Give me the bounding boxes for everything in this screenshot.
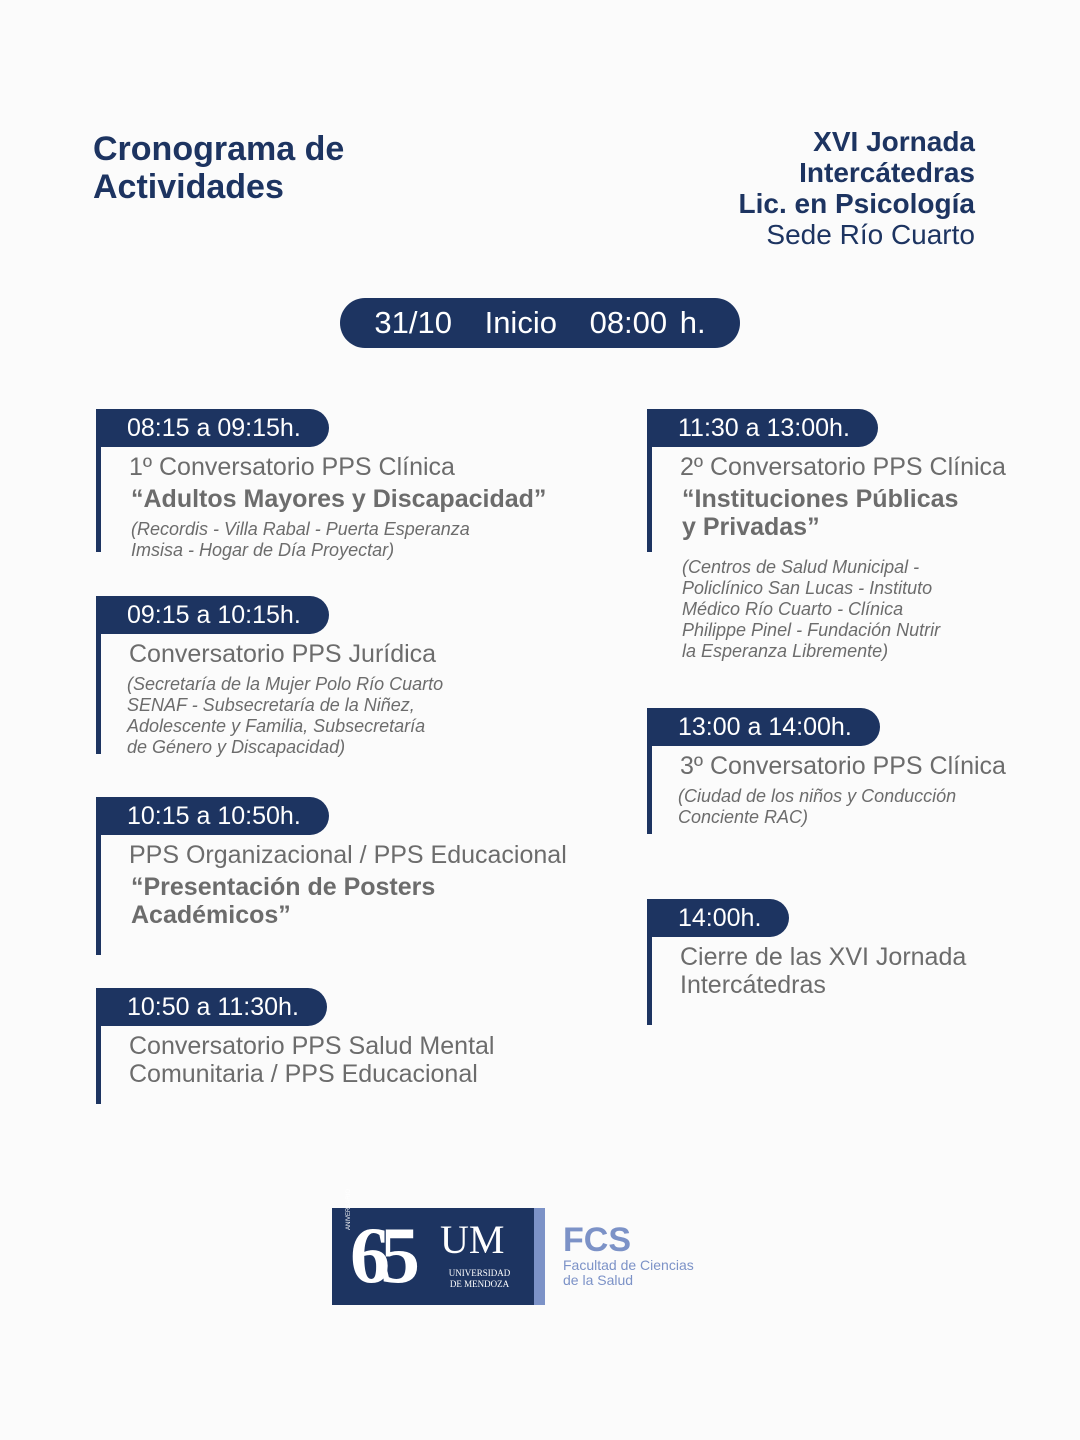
slot-detail: (Centros de Salud Municipal - Policlínico San Lucas - Instituto Médico Río Cuarto - Clínica Philippe Pinel - Fundación Nutrir la Esperanza Libremente) (682, 557, 941, 661)
event-name: XVI Jornada (813, 126, 975, 157)
schedule-slot (96, 596, 621, 757)
event-venue: Sede Río Cuarto (766, 219, 975, 250)
logo-divider (534, 1208, 545, 1305)
slot-detail: (Recordis - Villa Rabal - Puerta Esperanza Imsisa - Hogar de Día Proyectar) (131, 519, 470, 560)
schedule-slot (96, 797, 621, 955)
event-name: Intercátedras (799, 157, 975, 188)
slot-time: 09:15 a 10:15h. (101, 596, 329, 634)
start-label: Inicio (484, 305, 557, 340)
event-program: Lic. en Psicología (738, 188, 975, 219)
slot-highlight: “Instituciones Públicas y Privadas” (682, 485, 959, 541)
anniversary-label: ANIVERSARIO (346, 1188, 352, 1230)
slot-highlight: “Adultos Mayores y Discapacidad” (131, 485, 547, 513)
start-time: 08:00 h. (589, 305, 706, 340)
faculty-abbreviation: FCS (563, 1221, 631, 1259)
faculty-logo (563, 1208, 694, 1305)
slot-detail: (Secretaría de la Mujer Polo Río Cuarto SENAF - Subsecretaría de la Niñez, Adolescente y Familia, Subsecretaría de Género y Discapacidad) (127, 674, 444, 757)
schedule-slot (647, 409, 1052, 661)
um-monogram: UM (440, 1217, 505, 1262)
page-title (93, 130, 344, 206)
slot-title: 3º Conversatorio PPS Clínica (680, 752, 1006, 780)
anniversary-65-mark: 65 (350, 1212, 410, 1300)
faculty-name: Facultad de Ciencias de la Salud (563, 1257, 694, 1288)
title-line: Cronograma de (93, 130, 345, 168)
slot-title: 2º Conversatorio PPS Clínica (680, 453, 1006, 481)
slot-time: 11:30 a 13:00h. (652, 409, 878, 447)
university-name: UNIVERSIDAD DE MENDOZA (448, 1268, 511, 1289)
slot-time: 14:00h. (652, 899, 789, 937)
slot-detail: (Ciudad de los niños y Conducción Conciente RAC) (678, 786, 957, 827)
slot-title: Conversatorio PPS Jurídica (129, 640, 437, 668)
slot-title: 1º Conversatorio PPS Clínica (129, 453, 455, 481)
schedule-slot (96, 988, 621, 1104)
title-line: Actividades (93, 168, 284, 206)
start-date: 31/10 (374, 305, 452, 340)
schedule-slot (96, 409, 621, 560)
start-badge (340, 298, 740, 348)
footer-logo (332, 1188, 694, 1305)
slot-highlight: “Presentación de Posters Académicos” (131, 873, 436, 929)
slot-time: 10:15 a 10:50h. (101, 797, 329, 835)
slot-title: Cierre de las XVI Jornada Intercátedras (680, 943, 967, 999)
slot-title: Conversatorio PPS Salud Mental Comunitaria / PPS Educacional (129, 1032, 495, 1088)
slot-time: 13:00 a 14:00h. (652, 708, 880, 746)
slot-time: 08:15 a 09:15h. (101, 409, 329, 447)
event-header (738, 126, 975, 250)
slot-title: PPS Organizacional / PPS Educacional (129, 841, 567, 869)
schedule-slot (647, 708, 1052, 834)
slot-time: 10:50 a 11:30h. (101, 988, 327, 1026)
university-logo (332, 1188, 534, 1305)
schedule-slot (647, 899, 1052, 1025)
